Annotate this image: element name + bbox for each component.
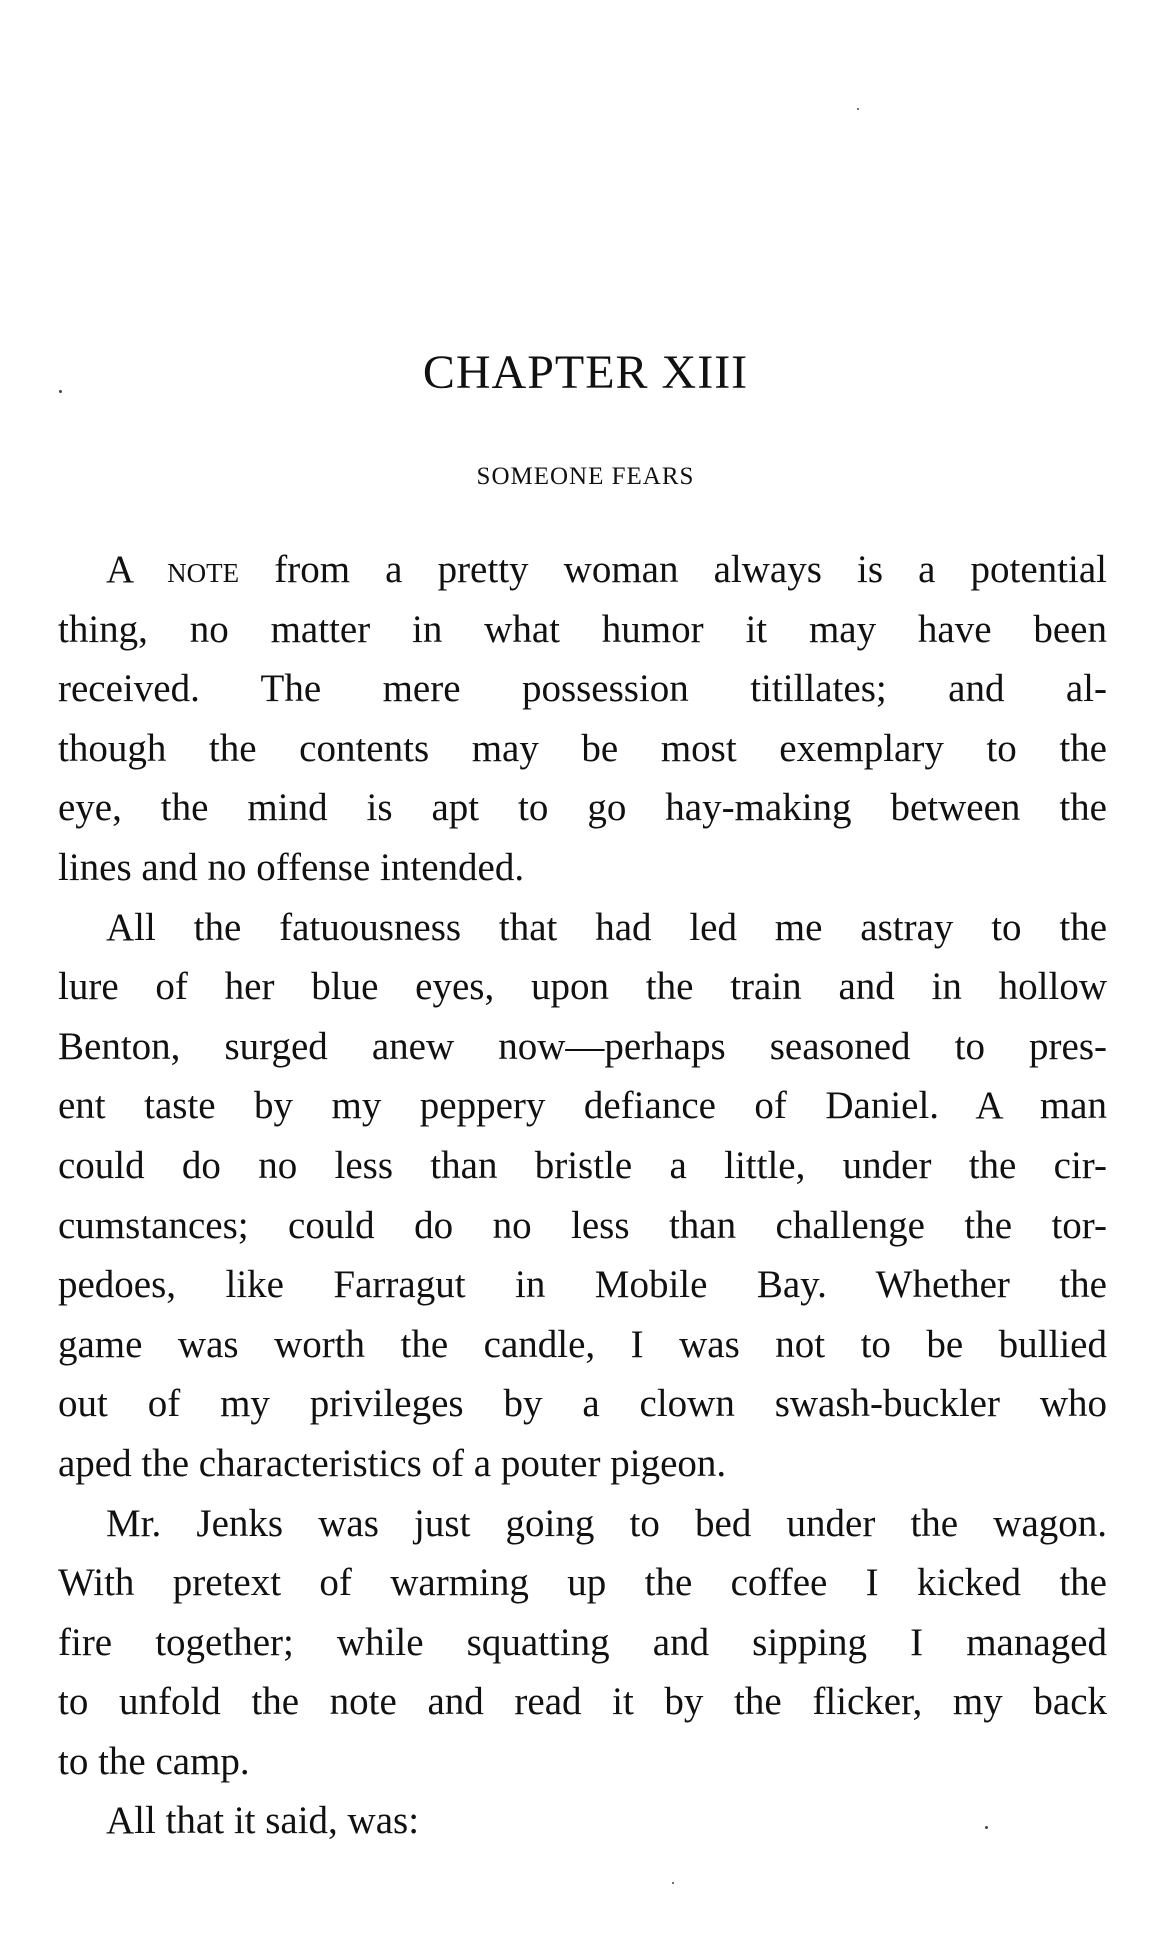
chapter-title: CHAPTER XIII — [422, 346, 749, 399]
paragraph — [58, 540, 1107, 898]
line-text: to unfold the note and read it by the flicker, my back — [58, 1680, 1107, 1724]
chapter-subtitle: SOMEONE FEARS — [476, 463, 695, 490]
line-text: game was worth the candle, I was not to be bullied — [58, 1322, 1107, 1366]
line-text: eye, the mind is apt to go hay-making between the — [58, 786, 1107, 830]
text-line — [58, 1315, 1107, 1375]
text-line — [58, 778, 1107, 838]
line-text: out of my privileges by a clown swash-buckler who — [58, 1382, 1107, 1426]
text-line — [58, 1374, 1107, 1434]
line-text: cumstances; could do no less than challenge the tor- — [58, 1203, 1107, 1247]
text-line — [58, 600, 1107, 660]
line-text: thing, no matter in what humor it may have been — [58, 607, 1107, 651]
line-text: All the fatuousness that had led me astray to the — [106, 905, 1107, 949]
line-text: aped the characteristics of a pouter pigeon. — [58, 1441, 727, 1485]
line-text: With pretext of warming up the coffee I kicked the — [58, 1561, 1107, 1605]
text-line — [58, 659, 1107, 719]
text-line — [58, 838, 1107, 898]
line-text: All that it said, was: — [106, 1799, 420, 1843]
lead-smallcaps: A note — [106, 548, 240, 591]
line-text: pedoes, like Farragut in Mobile Bay. Whether the — [58, 1263, 1107, 1307]
text-line — [58, 1196, 1107, 1256]
text-line — [58, 1076, 1107, 1136]
line-text: to the camp. — [58, 1739, 250, 1783]
text-line — [58, 1553, 1107, 1613]
line-text: received. The mere possession titillates; and al- — [58, 667, 1107, 711]
text-line — [58, 1672, 1107, 1732]
line-text: could do no less than bristle a little, under the cir- — [58, 1143, 1107, 1187]
text-line — [58, 1136, 1107, 1196]
scan-speck — [857, 108, 859, 110]
text-line — [58, 1791, 1107, 1851]
line-text: fire together; while squatting and sipping I managed — [58, 1620, 1107, 1664]
line-text: from a pretty woman always is a potential — [239, 548, 1107, 591]
paragraph — [58, 1494, 1107, 1792]
paragraph — [58, 898, 1107, 1494]
text-line — [58, 898, 1107, 958]
line-text: ent taste by my peppery defiance of Daniel. A man — [58, 1084, 1107, 1128]
text-line — [58, 1017, 1107, 1077]
chapter-body — [58, 540, 1107, 1851]
text-line — [58, 1494, 1107, 1554]
paragraph — [58, 1791, 1107, 1851]
text-line — [58, 540, 1107, 600]
text-line — [58, 1434, 1107, 1494]
text-line — [58, 1255, 1107, 1315]
text-line — [58, 719, 1107, 779]
text-line — [58, 957, 1107, 1017]
line-text: Benton, surged anew now—perhaps seasoned to pres- — [58, 1024, 1107, 1068]
text-line — [58, 1732, 1107, 1792]
line-text: lure of her blue eyes, upon the train and in hollow — [58, 965, 1107, 1009]
line-text: though the contents may be most exemplary to the — [58, 726, 1107, 770]
text-line — [58, 1613, 1107, 1673]
line-text: Mr. Jenks was just going to bed under the wagon. — [106, 1501, 1107, 1545]
scan-speck — [672, 1882, 674, 1884]
line-text: lines and no offense intended. — [58, 845, 525, 889]
